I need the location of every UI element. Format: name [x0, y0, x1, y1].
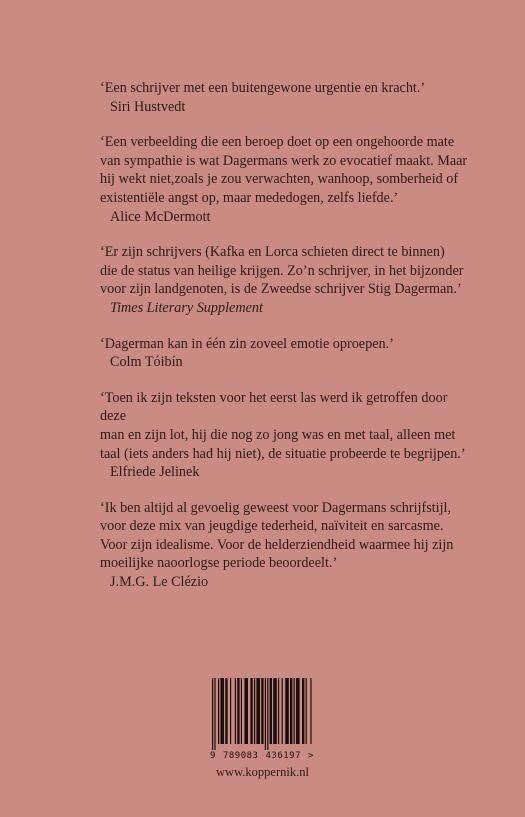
- quote-5: [100, 389, 470, 482]
- barcode-bar: [302, 678, 304, 744]
- isbn-number: [210, 751, 314, 761]
- barcode-bar: [225, 678, 227, 744]
- quote-text: ‘Een schrijver met een buitengewone urgentie en kracht.’: [100, 80, 426, 96]
- publisher-website: www.koppernik.nl: [216, 765, 309, 779]
- barcode-bar: [310, 678, 311, 744]
- isbn-digits-right: 436197: [265, 751, 302, 761]
- barcode-bar: [278, 678, 279, 744]
- barcode-bar: [235, 678, 236, 744]
- quote-author: Alice McDermott: [110, 208, 211, 225]
- barcode-bar: [273, 678, 277, 744]
- barcode-bar: [256, 678, 260, 744]
- quotes-column: [100, 79, 470, 609]
- barcode-bar: [237, 678, 239, 744]
- barcode-bar: [296, 678, 300, 744]
- barcode-bars: [210, 678, 314, 750]
- quote-author: Colm Tóibín: [110, 354, 183, 371]
- quote-1: [100, 79, 470, 116]
- barcode-bar: [244, 678, 248, 744]
- quote-text: ‘Een verbeelding die een beroep doet op een ongehoorde mate van sympathie is wat Dagermans werk zo evocatief maakt. Maar hij wekt niet,zoals je zou verwachten, wanhoop, somberheid of existentiële angst op, maar mededogen, zelfs liefde.’: [100, 134, 468, 206]
- barcode-bar: [212, 678, 213, 750]
- quote-text: ‘Er zijn schrijvers (Kafka en Lorca schieten direct te binnen) die de status van heilige krijgen. Zo’n schrijver, in het bijzonder voor zijn landgenoten, is de Zweedse schrijver Stig Dagerman.’: [100, 244, 464, 298]
- barcode-bar: [267, 678, 268, 750]
- barcode-bar: [294, 678, 295, 744]
- barcode-bar: [220, 678, 224, 744]
- barcode-bar: [265, 678, 266, 750]
- isbn-digit-end: >: [308, 751, 314, 761]
- quote-6: [100, 499, 470, 592]
- quote-3: [100, 243, 470, 317]
- barcode-bar: [254, 678, 255, 744]
- quote-author: Times Literary Supplement: [110, 299, 263, 316]
- quote-author: Elfriede Jelinek: [110, 464, 200, 481]
- barcode-bar: [241, 678, 242, 744]
- quote-author: Siri Hustvedt: [110, 98, 186, 115]
- quote-text: ‘Ik ben altijd al gevoelig geweest voor Dagermans schrijfstijl, voor deze mix van jeugdige tederheid, naïviteit en sarcasme. Voor zijn idealisme. Voor de helderziendheid waarmee hij zijn moeilijke naoorlogse periode beoordeelt.’: [100, 499, 454, 572]
- barcode-bar: [250, 678, 252, 744]
- quote-4: [100, 335, 470, 372]
- isbn-digits-left: 789083: [222, 751, 259, 761]
- barcode-bar: [306, 678, 307, 744]
- barcode-bar: [282, 678, 283, 744]
- isbn-barcode: [210, 678, 314, 761]
- barcode-bar: [290, 678, 292, 744]
- barcode-bar: [285, 678, 289, 744]
- barcode-bar: [261, 678, 263, 744]
- quote-author: J.M.G. Le Clézio: [110, 574, 209, 591]
- isbn-digit-first: 9: [210, 751, 216, 761]
- barcode-bar: [218, 678, 219, 744]
- quote-2: [100, 133, 470, 226]
- barcode-bar: [214, 678, 215, 750]
- barcode-bar: [230, 678, 231, 744]
- quote-text: ‘Dagerman kan in één zin zoveel emotie oproepen.’: [100, 335, 394, 352]
- quote-text: ‘Toen ik zijn teksten voor het eerst las werd ik getroffen door deze man en zijn lot, hij die nog zo jong was en met taal, alleen met taal (iets anders had hij niet), de situatie probeerde te begrijpen.’: [100, 389, 466, 462]
- barcode-bar: [270, 678, 272, 744]
